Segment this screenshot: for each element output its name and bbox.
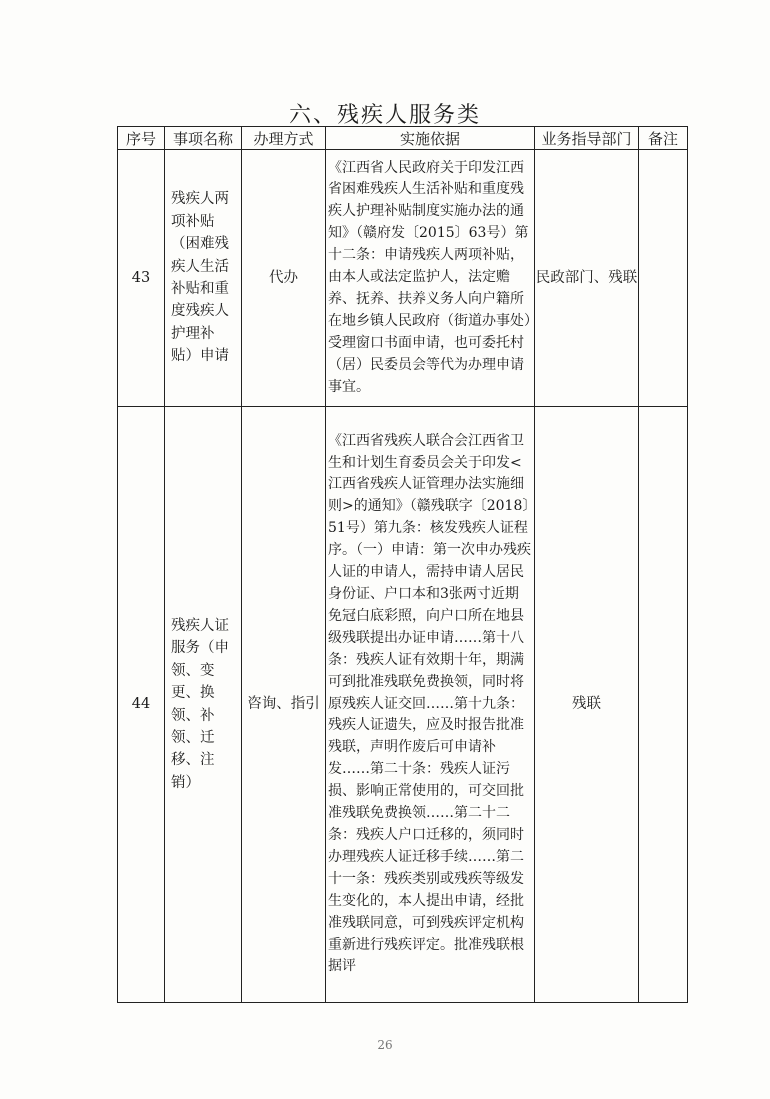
- table-row: [118, 150, 688, 407]
- page-title: 六、残疾人服务类: [288, 103, 481, 128]
- row-basis: 《江西省残疾人联合会江西省卫生和计划生育委员会关于印发<江西省残疾人证管理办法实施细则>的通知》（赣残联字〔2018〕51号）第九条：核发残疾人证程序。（一）申请：第一次申办残疾人证的申请人，需持申请人居民身份证、户口本和3张两寸近期免冠白底彩照，向户口所在地县级残联提出办证申请……第十八条：残疾人证有效期十年，期满可到批准残联免费换领，同时将原残疾人证交回……第十九条：残疾人证遗失，应及时报告批准残联，声明作废后可申请补发……第二十条：残疾人证污损、影响正常使用的，可交回批准残联免费换领……第二十二条：残疾人户口迁移的，须同时办理残疾人证迁移手续……第二十一条：残疾类别或残疾等级发生变化的，本人提出申请，经批准残联同意，可到残疾评定机构重新进行残疾评定。批准残联根据评: [326, 407, 535, 1003]
- header-index: 序号: [118, 127, 165, 150]
- header-dept: 业务指导部门: [535, 127, 639, 150]
- page-number: 26: [377, 1038, 393, 1052]
- row-index: 43: [118, 150, 165, 407]
- row-index: 44: [118, 407, 165, 1003]
- row-item-name: 残疾人两项补贴（困难残疾人生活补贴和重度残疾人护理补贴）申请: [165, 150, 242, 407]
- header-note: 备注: [639, 127, 688, 150]
- row-dept: 民政部门、残联: [535, 150, 639, 407]
- row-dept: 残联: [535, 407, 639, 1003]
- row-note: [639, 407, 688, 1003]
- header-item: 事项名称: [165, 127, 242, 150]
- table-row: [118, 407, 688, 1003]
- table-header-row: [118, 127, 688, 150]
- row-item-name: 残疾人证服务（申领、变更、换领、补领、迁移、注销）: [165, 407, 242, 1003]
- row-method: 代办: [242, 150, 326, 407]
- row-basis: 《江西省人民政府关于印发江西省困难残疾人生活补贴和重度残疾人护理补贴制度实施办法的通知》（赣府发〔2015〕63号）第十二条：申请残疾人两项补贴，由本人或法定监护人，法定赡养、抚养、扶养义务人向户籍所在地乡镇人民政府（街道办事处）受理窗口书面申请，也可委托村（居）民委员会等代为办理申请事宜。: [326, 150, 535, 407]
- row-method: 咨询、指引: [242, 407, 326, 1003]
- service-table: [117, 126, 688, 1003]
- header-basis: 实施依据: [326, 127, 535, 150]
- header-method: 办理方式: [242, 127, 326, 150]
- row-note: [639, 150, 688, 407]
